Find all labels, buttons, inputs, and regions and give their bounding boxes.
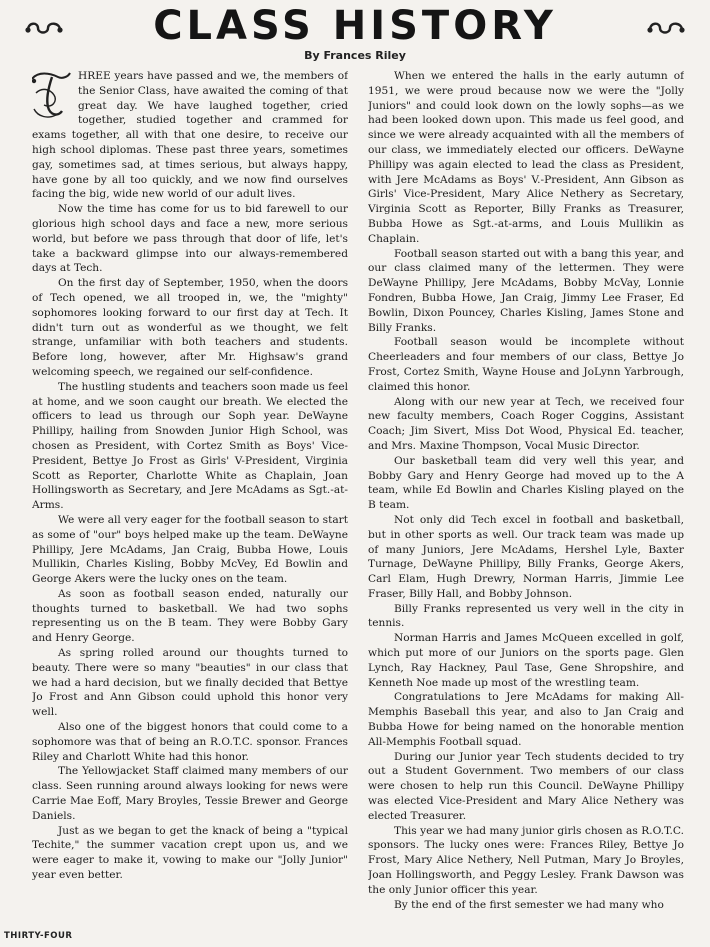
left-column (32, 69, 348, 929)
paragraph: Along with our new year at Tech, we received four new faculty members, Coach Roger Coggins, Assistant Coach; Jim Sivert, Miss Dot Wood, Physical Ed. teacher, and Mrs. Maxine Thompson, Vocal Music Director. (368, 395, 684, 452)
paragraph: The Yellowjacket Staff claimed many members of our class. Seen running around always looking for news were Carrie Mae Eoff, Mary Broyles, Tessie Brewer and George Daniels. (32, 765, 348, 822)
paragraph: As spring rolled around our thoughts turned to beauty. There were so many "beauties" in our class that we had a hard decision, but we finally decided that Bettye Jo Frost and Ann Gibson could uphold this honor very well. (32, 647, 348, 719)
byline: By Frances Riley (304, 49, 406, 62)
page-title: CLASS HISTORY (153, 3, 557, 49)
page-number: THIRTY-FOUR (4, 931, 73, 941)
paragraph: As soon as football season ended, naturally our thoughts turned to basketball. We had two sophs representing us on the B team. They were Bobby Gary and Henry George. (32, 587, 348, 645)
paragraph: HREE years have passed and we, the members of the Senior Class, have awaited the coming of that great day. We have laughed together, cried together, studied together and crammed for exams together, all with that one desire, to receive our high school diplomas. These past three years, sometimes gay, sometimes sad, at times serious, but always happy, have gone by all too quickly, and we now find ourselves facing the big, wide new world of our adult lives. (32, 70, 348, 201)
paragraph: Our basketball team did very well this year, and Bobby Gary and Henry George had moved up to the A team, while Ed Bowlin and Charles Kisling played on the B team. (368, 454, 684, 512)
swirl-ornament-icon (644, 18, 688, 38)
paragraph: During our Junior year Tech students decided to try out a Student Government. Two members of our class were chosen to help run this Council. DeWayne Phillipy was elected Vice-President and Mary Alice Nethery was elected Treasurer. (368, 750, 684, 822)
paragraph: By the end of the first semester we had many who (394, 898, 664, 911)
paragraph: This year we had many junior girls chosen as R.O.T.C. sponsors. The lucky ones were: Frances Riley, Bettye Jo Frost, Mary Alice Nethery, Nell Putman, Mary Jo Broyles, Joan Hollingsworth, and Peggy Lesley. Frank Dawson was the only Junior officer this year. (368, 824, 684, 896)
paragraph: The hustling students and teachers soon made us feel at home, and we soon caught our breath. We elected the officers to lead us through our Soph year. DeWayne Phillipy, hailing from Snowden Junior High School, was chosen as President, with Cortez Smith as Boys' Vice-President, Bettye Jo Frost as Girls' V-President, Virginia Scott as Reporter, Charlotte White as Chaplain, Joan Hollingsworth as Secretary, and Jere McAdams as Sgt.-at-Arms. (32, 380, 348, 512)
paragraph: Congratulations to Jere McAdams for making All-Memphis Baseball this year, and also to Jan Craig and Bubba Howe for being named on the honorable mention All-Memphis Football squad. (368, 691, 684, 748)
paragraph: Football season started out with a bang this year, and our class claimed many of the lettermen. They were DeWayne Phillipy, Jere McAdams, Bobby McVay, Lonnie Fondren, Bubba Howe, Jan Craig, Jimmy Lee Fraser, Ed Bowlin, Dixon Pouncey, Charles Kisling, James Stone and Billy Franks. (368, 247, 684, 334)
paragraph: Football season would be incomplete without Cheerleaders and four members of our class, Bettye Jo Frost, Cortez Smith, Wayne House and JoLynn Yarbrough, claimed this honor. (368, 336, 684, 393)
paragraph: Also one of the biggest honors that could come to a sophomore was that of being an R.O.T.C. sponsor. Frances Riley and Charlott White had this honor. (32, 721, 348, 763)
paragraph: Not only did Tech excel in football and basketball, but in other sports as well. Our track team was made up of many Juniors, Jere McAdams, Hershel Lyle, Baxter Turnage, DeWayne Phillipy, Billy Franks, George Akers, Carl Elam, Hugh Drewry, Norman Harris, Jimmie Lee Fraser, Billy Hall, and Bobby Johnson. (368, 513, 684, 600)
right-column (368, 69, 684, 929)
paragraph: On the first day of September, 1950, when the doors of Tech opened, we all trooped in, we, the "mighty" sophomores looking forward to our first day at Tech. It didn't turn out as wonderful as we thought, we felt strange, unfamiliar with both teachers and students. Before long, however, after Mr. Highsaw's grand welcoming speech, we regained our self-confidence. (32, 277, 348, 378)
paragraph: Norman Harris and James McQueen excelled in golf, which put more of our Juniors on the sports page. Glen Lynch, Ray Hackney, Paul Tase, Gene Shropshire, and Kenneth Noe made up most of the wrestling team. (368, 632, 684, 689)
decorative-dropcap-t (32, 69, 74, 121)
page-header (0, 4, 710, 48)
paragraph: Just as we began to get the knack of being a "typical Techite," the summer vacation crept upon us, and we were eager to make it, vowing to make our "Jolly Junior" year even better. (32, 824, 348, 882)
paragraph: Billy Franks represented us very well in the city in tennis. (368, 602, 684, 630)
swirl-ornament-icon (22, 18, 66, 38)
paragraph: We were all very eager for the football season to start as some of "our" boys helped make up the team. DeWayne Phillipy, Jere McAdams, Jan Craig, Bubba Howe, Louis Mullikin, Charles Kisling, Bobby McVey, Ed Bowlin and George Akers were the lucky ones on the team. (32, 513, 348, 586)
paragraph: Now the time has come for us to bid farewell to our glorious high school days and face a new, more serious world, but before we pass through that door of life, let's take a backward glimpse into our always-remembered days at Tech. (32, 203, 348, 275)
paragraph: When we entered the halls in the early autumn of 1951, we were proud because now we were the "Jolly Juniors" and could look down on the lowly sophs—as we had been looked down upon. This made us feel good, and since we were already acquainted with all the members of our class, we immediately elected our officers. DeWayne Phillipy was again elected to lead the class as President, with Jere McAdams as Boys' V.-President, Ann Gibson as Girls' Vice-President, Mary Alice Nethery as Secretary, Virginia Scott as Reporter, Billy Franks as Treasurer, Bubba Howe as Sgt.-at-arms, and Louis Mullikin as Chaplain. (368, 70, 684, 245)
